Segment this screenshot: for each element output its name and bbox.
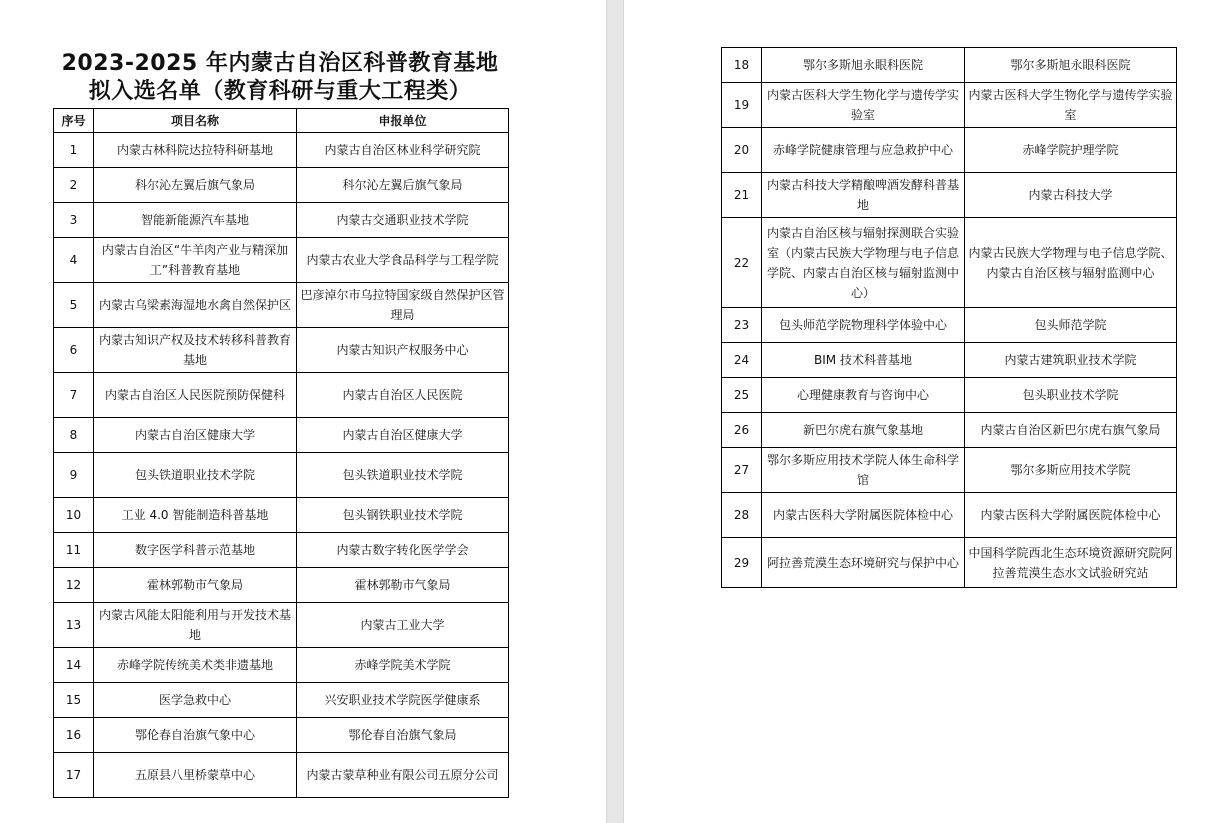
cell-project-name: 鄂尔多斯应用技术学院人体生命科学馆 [762,448,965,493]
cell-project-name: 鄂伦春自治旗气象中心 [94,718,297,753]
cell-number: 16 [54,718,94,753]
table-row [54,498,509,533]
cell-number: 19 [722,83,762,128]
cell-applicant-unit: 内蒙古医科大学附属医院体检中心 [965,493,1177,538]
title-line-1: 2023-2025 年内蒙古自治区科普教育基地 [61,51,499,76]
table-row [54,133,509,168]
table-row [722,413,1177,448]
cell-applicant-unit: 内蒙古建筑职业技术学院 [965,343,1177,378]
cell-applicant-unit: 内蒙古自治区林业科学研究院 [297,133,509,168]
cell-applicant-unit: 内蒙古数字转化医学学会 [297,533,509,568]
cell-project-name: 医学急救中心 [94,683,297,718]
cell-applicant-unit: 内蒙古民族大学物理与电子信息学院、内蒙古自治区核与辐射监测中心 [965,218,1177,308]
table-row [722,218,1177,308]
cell-project-name: 内蒙古知识产权及技术转移科普教育基地 [94,328,297,373]
cell-project-name: 智能新能源汽车基地 [94,203,297,238]
document-title [40,50,520,106]
cell-project-name: 内蒙古林科院达拉特科研基地 [94,133,297,168]
cell-number: 27 [722,448,762,493]
cell-number: 11 [54,533,94,568]
table-row [722,48,1177,83]
cell-number: 10 [54,498,94,533]
nominee-table-part-2 [721,47,1177,588]
cell-number: 15 [54,683,94,718]
cell-applicant-unit: 赤峰学院美术学院 [297,648,509,683]
cell-project-name: 科尔沁左翼后旗气象局 [94,168,297,203]
table-row [54,168,509,203]
cell-number: 25 [722,378,762,413]
table-row [722,493,1177,538]
cell-project-name: 内蒙古风能太阳能利用与开发技术基地 [94,603,297,648]
cell-applicant-unit: 鄂尔多斯应用技术学院 [965,448,1177,493]
cell-project-name: 内蒙古自治区人民医院预防保健科 [94,373,297,418]
table-row [722,343,1177,378]
cell-number: 1 [54,133,94,168]
table-row [722,448,1177,493]
cell-applicant-unit: 鄂尔多斯旭永眼科医院 [965,48,1177,83]
cell-project-name: 赤峰学院传统美术类非遗基地 [94,648,297,683]
header-number: 序号 [54,109,94,133]
cell-project-name: 包头师范学院物理科学体验中心 [762,308,965,343]
cell-project-name: 工业 4.0 智能制造科普基地 [94,498,297,533]
table-row [54,238,509,283]
cell-project-name: 内蒙古自治区健康大学 [94,418,297,453]
table-row [722,128,1177,173]
cell-applicant-unit: 鄂伦春自治旗气象局 [297,718,509,753]
table-row [54,718,509,753]
cell-number: 4 [54,238,94,283]
cell-number: 24 [722,343,762,378]
cell-project-name: 内蒙古医科大学附属医院体检中心 [762,493,965,538]
cell-number: 13 [54,603,94,648]
header-project-name: 项目名称 [94,109,297,133]
cell-project-name: 内蒙古乌梁素海湿地水禽自然保护区 [94,283,297,328]
table-row [54,203,509,238]
cell-applicant-unit: 兴安职业技术学院医学健康系 [297,683,509,718]
table-header-row [54,109,509,133]
cell-number: 29 [722,538,762,588]
cell-number: 14 [54,648,94,683]
cell-applicant-unit: 中国科学院西北生态环境资源研究院阿拉善荒漠生态水文试验研究站 [965,538,1177,588]
cell-applicant-unit: 包头职业技术学院 [965,378,1177,413]
table-row [722,83,1177,128]
table-row [54,328,509,373]
cell-project-name: 霍林郭勒市气象局 [94,568,297,603]
table-row [722,378,1177,413]
cell-applicant-unit: 巴彦淖尔市乌拉特国家级自然保护区管理局 [297,283,509,328]
cell-number: 20 [722,128,762,173]
cell-number: 6 [54,328,94,373]
cell-applicant-unit: 包头师范学院 [965,308,1177,343]
cell-applicant-unit: 包头铁道职业技术学院 [297,453,509,498]
cell-applicant-unit: 内蒙古工业大学 [297,603,509,648]
cell-number: 23 [722,308,762,343]
cell-number: 18 [722,48,762,83]
cell-number: 9 [54,453,94,498]
cell-number: 22 [722,218,762,308]
table-row [54,373,509,418]
table-row [54,603,509,648]
cell-project-name: 赤峰学院健康管理与应急救护中心 [762,128,965,173]
cell-project-name: 内蒙古自治区核与辐射探测联合实验室（内蒙古民族大学物理与电子信息学院、内蒙古自治区核与辐射监测中心） [762,218,965,308]
cell-number: 17 [54,753,94,798]
nominee-table-part-1 [53,108,509,798]
table-row [54,453,509,498]
cell-project-name: 内蒙古医科大学生物化学与遗传学实验室 [762,83,965,128]
cell-project-name: 包头铁道职业技术学院 [94,453,297,498]
table-row [54,683,509,718]
cell-number: 21 [722,173,762,218]
cell-applicant-unit: 内蒙古蒙草种业有限公司五原分公司 [297,753,509,798]
table-row [54,648,509,683]
header-applicant-unit: 申报单位 [297,109,509,133]
cell-applicant-unit: 内蒙古交通职业技术学院 [297,203,509,238]
cell-applicant-unit: 内蒙古自治区新巴尔虎右旗气象局 [965,413,1177,448]
cell-number: 12 [54,568,94,603]
cell-project-name: BIM 技术科普基地 [762,343,965,378]
table-row [722,538,1177,588]
cell-applicant-unit: 内蒙古农业大学食品科学与工程学院 [297,238,509,283]
cell-applicant-unit: 科尔沁左翼后旗气象局 [297,168,509,203]
cell-number: 28 [722,493,762,538]
page-gutter [606,0,624,823]
cell-project-name: 鄂尔多斯旭永眼科医院 [762,48,965,83]
cell-project-name: 内蒙古自治区“牛羊肉产业与精深加工”科普教育基地 [94,238,297,283]
title-line-2: 拟入选名单（教育科研与重大工程类） [88,79,472,104]
cell-project-name: 心理健康教育与咨询中心 [762,378,965,413]
cell-project-name: 五原县八里桥蒙草中心 [94,753,297,798]
cell-applicant-unit: 内蒙古知识产权服务中心 [297,328,509,373]
cell-number: 5 [54,283,94,328]
cell-project-name: 阿拉善荒漠生态环境研究与保护中心 [762,538,965,588]
table-row [722,308,1177,343]
table-row [54,283,509,328]
cell-number: 7 [54,373,94,418]
cell-number: 2 [54,168,94,203]
cell-number: 26 [722,413,762,448]
cell-project-name: 内蒙古科技大学精酿啤酒发酵科普基地 [762,173,965,218]
cell-number: 3 [54,203,94,238]
table-row [54,533,509,568]
cell-applicant-unit: 内蒙古医科大学生物化学与遗传学实验室 [965,83,1177,128]
table-row [54,418,509,453]
cell-applicant-unit: 内蒙古自治区健康大学 [297,418,509,453]
cell-applicant-unit: 内蒙古科技大学 [965,173,1177,218]
table-row [722,173,1177,218]
cell-project-name: 新巴尔虎右旗气象基地 [762,413,965,448]
cell-applicant-unit: 包头钢铁职业技术学院 [297,498,509,533]
table-row [54,753,509,798]
cell-applicant-unit: 赤峰学院护理学院 [965,128,1177,173]
cell-applicant-unit: 内蒙古自治区人民医院 [297,373,509,418]
table-row [54,568,509,603]
cell-number: 8 [54,418,94,453]
cell-applicant-unit: 霍林郭勒市气象局 [297,568,509,603]
cell-project-name: 数字医学科普示范基地 [94,533,297,568]
